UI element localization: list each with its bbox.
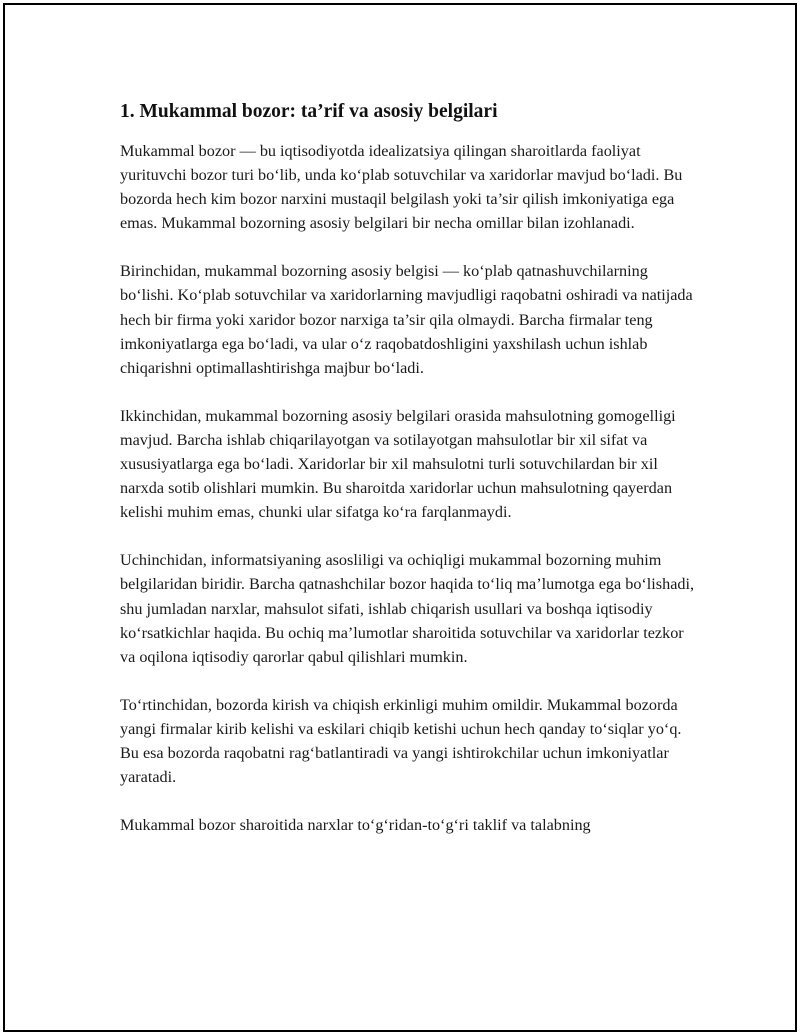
paragraph-intro: Mukammal bozor — bu iqtisodiyotda idealizatsiya qilingan sharoitlarda faoliyat yurituvchi bozor turi bo‘lib, unda ko‘plab sotuvchilar va xaridorlar mavjud bo‘ladi. Bu bozorda hech kim bozor narxini mustaqil belgilash yoki ta’sir qilish imkoniyatiga ega emas. Mukammal bozorning asosiy belgilari bir necha omillar bilan izohlanadi. — [120, 142, 683, 233]
paragraph-first: Birinchidan, mukammal bozorning asosiy belgisi — ko‘plab qatnashuvchilarning bo‘lishi. Ko‘plab sotuvchilar va xaridorlarning mavjudligi raqobatni oshiradi va natijada hech bir firma yoki xaridor bozor narxiga ta’sir qila olmaydi. Barcha firmalar teng imkoniyatlarga ega bo‘ladi, va ular o‘z raqobatdoshligini yaxshilash uchun ishlab chiqarishni optimallashtirishga majbur bo‘ladi. — [120, 262, 693, 377]
document-body — [120, 97, 700, 861]
paragraph-fourth: To‘rtinchidan, bozorda kirish va chiqish erkinligi muhim omildir. Mukammal bozorda yangi firmalar kirib kelishi va eskilari chiqib ketishi uchun hech qanday to‘siqlar yo‘q. Bu esa bozorda raqobatni rag‘batlantiradi va yangi ishtirokchilar uchun imkoniyatlar yaratadi. — [120, 695, 682, 787]
document-page — [3, 3, 797, 1032]
section-heading: 1. Mukammal bozor: ta’rif va asosiy belgilari — [120, 101, 498, 122]
paragraph-third: Uchinchidan, informatsiyaning asosliligi va ochiqligi mukammal bozorning muhim belgilaridan biridir. Barcha qatnashchilar bozor haqida to‘liq ma’lumotga ega bo‘lishadi, shu jumladan narxlar, mahsulot sifati, ishlab chiqarish usullari va boshqa iqtisodiy ko‘rsatkichlar haqida. Bu ochiq ma’lumotlar sharoitida sotuvchilar va xaridorlar tezkor va oqilona iqtisodiy qarorlar qabul qilishlari mumkin. — [120, 551, 695, 666]
paragraph-conclusion: Mukammal bozor sharoitida narxlar to‘g‘ridan-to‘g‘ri taklif va talabning — [120, 816, 591, 835]
paragraph-second: Ikkinchidan, mukammal bozorning asosiy belgilari orasida mahsulotning gomogelligi mavjud. Barcha ishlab chiqarilayotgan va sotilayotgan mahsulotlar bir xil sifat va xususiyatlarga ega bo‘ladi. Xaridorlar bir xil mahsulotni turli sotuvchilardan bir xil narxda sotib olishlari mumkin. Bu sharoitda xaridorlar uchun mahsulotning qayerdan kelishi muhim emas, chunki ular sifatga ko‘ra farqlanmaydi. — [120, 406, 676, 522]
